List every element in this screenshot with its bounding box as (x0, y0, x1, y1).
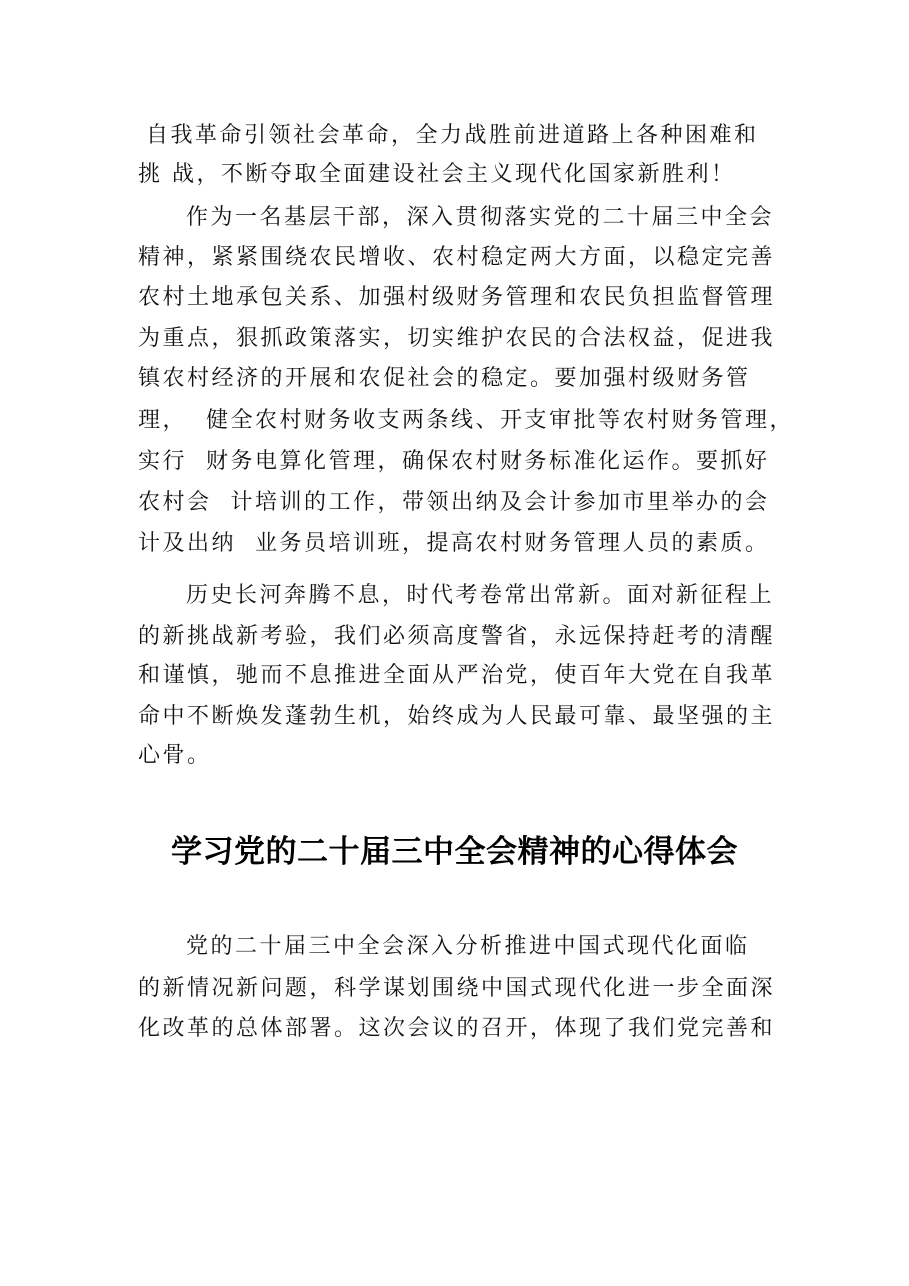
text-line: 作为一名基层干部，深入贯彻落实党的二十届三中全会 (186, 205, 775, 230)
text-line: 的新挑战新考验，我们必须高度警省，永远保持赶考的清醒 (138, 624, 776, 649)
text-line: 农村土地承包关系、加强村级财务管理和农民负担监督管理 (138, 285, 776, 310)
text-line: 镇农村经济的开展和农促社会的稳定。要加强村级财务管 (138, 366, 751, 391)
text-line: 和谨慎，驰而不息推进全面从严治党，使百年大党在自我革 (138, 663, 776, 688)
text-line: 党的二十届三中全会深入分析推进中国式现代化面临 (186, 934, 750, 959)
text-line: 心骨。 (138, 743, 212, 768)
text-line: 挑 战，不断夺取全面建设社会主义现代化国家新胜利！ (138, 162, 736, 187)
text-line: 的新情况新问题，科学谋划围绕中国式现代化进一步全面深 (138, 976, 776, 1001)
text-line: 实行 财务电算化管理，确保农村财务标准化运作。要抓好 (138, 449, 770, 474)
section-heading: 学习党的二十届三中全会精神的心得体会 (171, 834, 738, 870)
text-line: 化改革的总体部署。这次会议的召开，体现了我们党完善和 (138, 1016, 776, 1041)
text-line: 为重点，狠抓政策落实，切实维护农民的合法权益，促进我 (138, 326, 776, 351)
text-line: 计及出纳 业务员培训班，提高农村财务管理人员的素质。 (138, 531, 770, 556)
text-line: 自我革命引领社会革命，全力战胜前进道路上各种困难和 (146, 123, 759, 148)
text-line: 农村会 计培训的工作，带领出纳及会计参加市里举办的会 (138, 490, 770, 515)
text-line: 命中不断焕发蓬勃生机，始终成为人民最可靠、最坚强的主 (138, 704, 776, 729)
text-line: 历史长河奔腾不息，时代考卷常出常新。面对新征程上 (186, 583, 775, 608)
text-line: 理， 健全农村财务收支两条线、开支审批等农村财务管理， (138, 408, 794, 433)
text-line: 精神，紧紧围绕农民增收、农村稳定两大方面，以稳定完善 (138, 245, 776, 270)
